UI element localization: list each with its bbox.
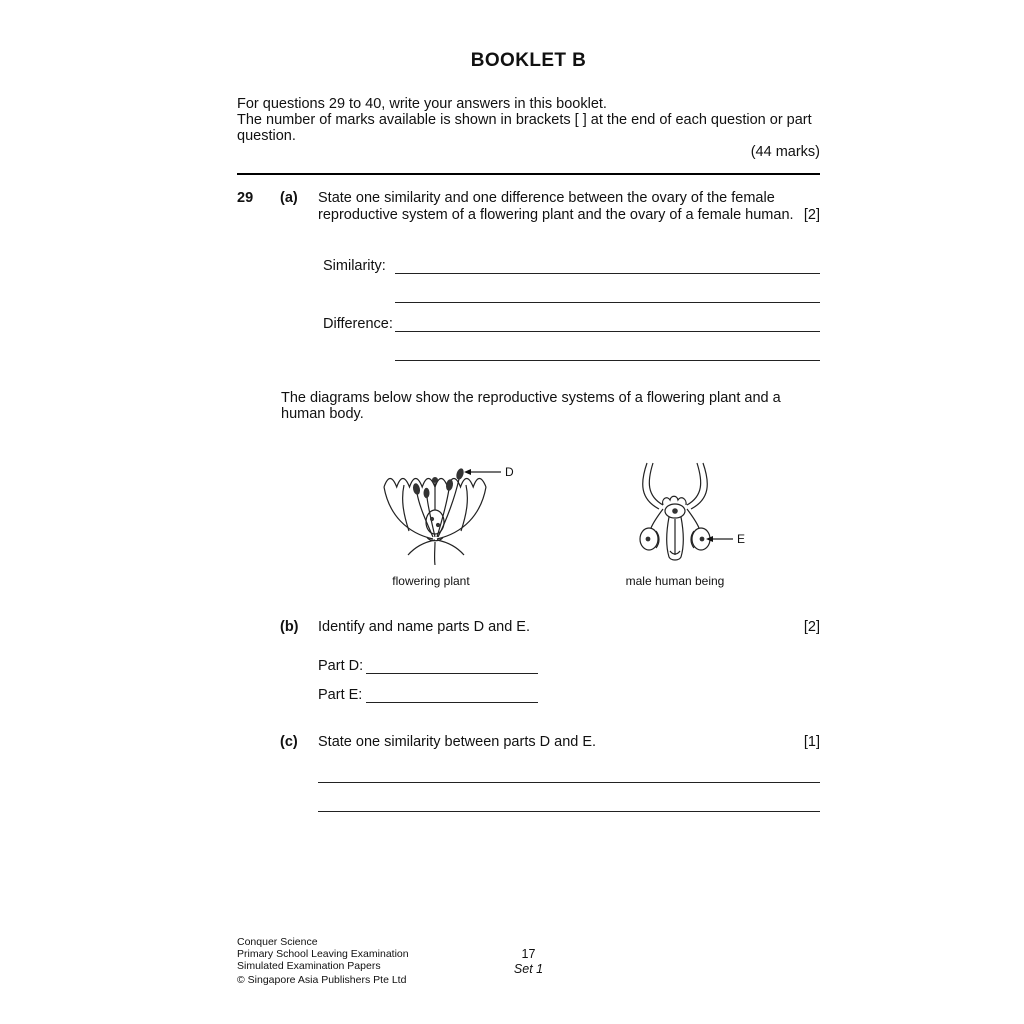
page-number-block	[514, 947, 543, 977]
part-a-text: State one similarity and one difference between the ovary of the female reproductive system of a flowering plant and the ovary of a female human.	[318, 190, 794, 223]
answer-line	[318, 754, 820, 783]
part-a-answer-fields	[323, 245, 820, 361]
difference-continuation	[323, 332, 820, 361]
page-title: BOOKLET B	[470, 50, 587, 71]
instruction-line-1: For questions 29 to 40, write your answers in this booklet.	[237, 96, 607, 112]
part-d-field	[318, 645, 820, 674]
part-c-label: (c)	[280, 734, 298, 750]
part-a-body	[318, 190, 820, 224]
publisher-line: Simulated Examination Papers	[237, 960, 381, 972]
copyright-line: © Singapore Asia Publishers Pte Ltd	[237, 974, 407, 986]
male-reproductive-diagram	[607, 461, 759, 565]
diagrams-row	[363, 447, 820, 588]
diagram-intro-text: The diagrams below show the reproductive systems of a flowering plant and a human body.	[281, 390, 781, 422]
part-label-d: D	[505, 465, 514, 479]
answer-line	[395, 358, 820, 361]
part-c-marks: [1]	[803, 734, 820, 750]
question-29-part-a	[237, 190, 820, 224]
part-b-text: Identify and name parts D and E.	[318, 619, 530, 635]
answer-line	[366, 700, 538, 703]
part-a-marks: [2]	[803, 207, 820, 223]
publisher-line: Conquer Science	[237, 936, 318, 948]
section-divider	[237, 173, 820, 175]
total-marks: (44 marks)	[750, 144, 820, 160]
similarity-field	[323, 245, 820, 274]
part-e-field	[318, 674, 820, 703]
part-c-text: State one similarity between parts D and E.	[318, 734, 597, 750]
question-number-spacer	[237, 734, 280, 751]
similarity-label: Similarity:	[323, 258, 386, 274]
part-b-body	[318, 619, 820, 636]
answer-line	[395, 329, 820, 332]
publisher-line: Primary School Leaving Examination	[237, 948, 409, 960]
answer-line	[395, 271, 820, 274]
part-e-label: Part E:	[318, 687, 363, 703]
part-c-body	[318, 734, 820, 751]
instructions-block	[237, 96, 820, 160]
instruction-line-2: The number of marks available is shown in brackets [ ] at the end of each question or part question.	[237, 112, 812, 144]
part-b-label: (b)	[280, 619, 299, 635]
figure-flowering-plant	[363, 447, 531, 588]
figure-caption: flowering plant	[392, 574, 470, 588]
figure-caption: male human being	[625, 574, 725, 588]
part-label-e: E	[737, 532, 746, 546]
part-d-label: Part D:	[318, 658, 364, 674]
page-footer	[237, 936, 820, 986]
answer-line	[318, 783, 820, 812]
question-29-part-b	[237, 619, 820, 636]
question-29-part-c	[237, 734, 820, 751]
question-number-spacer	[237, 619, 280, 636]
answer-line	[366, 671, 538, 674]
answer-line	[395, 300, 820, 303]
question-number: 29	[237, 190, 254, 206]
figure-male-human	[607, 461, 759, 588]
part-a-label: (a)	[280, 190, 298, 206]
similarity-continuation	[323, 274, 820, 303]
difference-label: Difference:	[323, 316, 393, 332]
difference-field	[323, 303, 820, 332]
page-number: 17	[521, 947, 536, 961]
part-b-marks: [2]	[803, 619, 820, 635]
part-b-answer-fields	[318, 645, 820, 703]
flowering-plant-diagram	[363, 447, 531, 565]
label-arrow-d	[464, 469, 471, 475]
set-label: Set 1	[513, 962, 544, 976]
part-c-answer-lines	[318, 754, 820, 812]
